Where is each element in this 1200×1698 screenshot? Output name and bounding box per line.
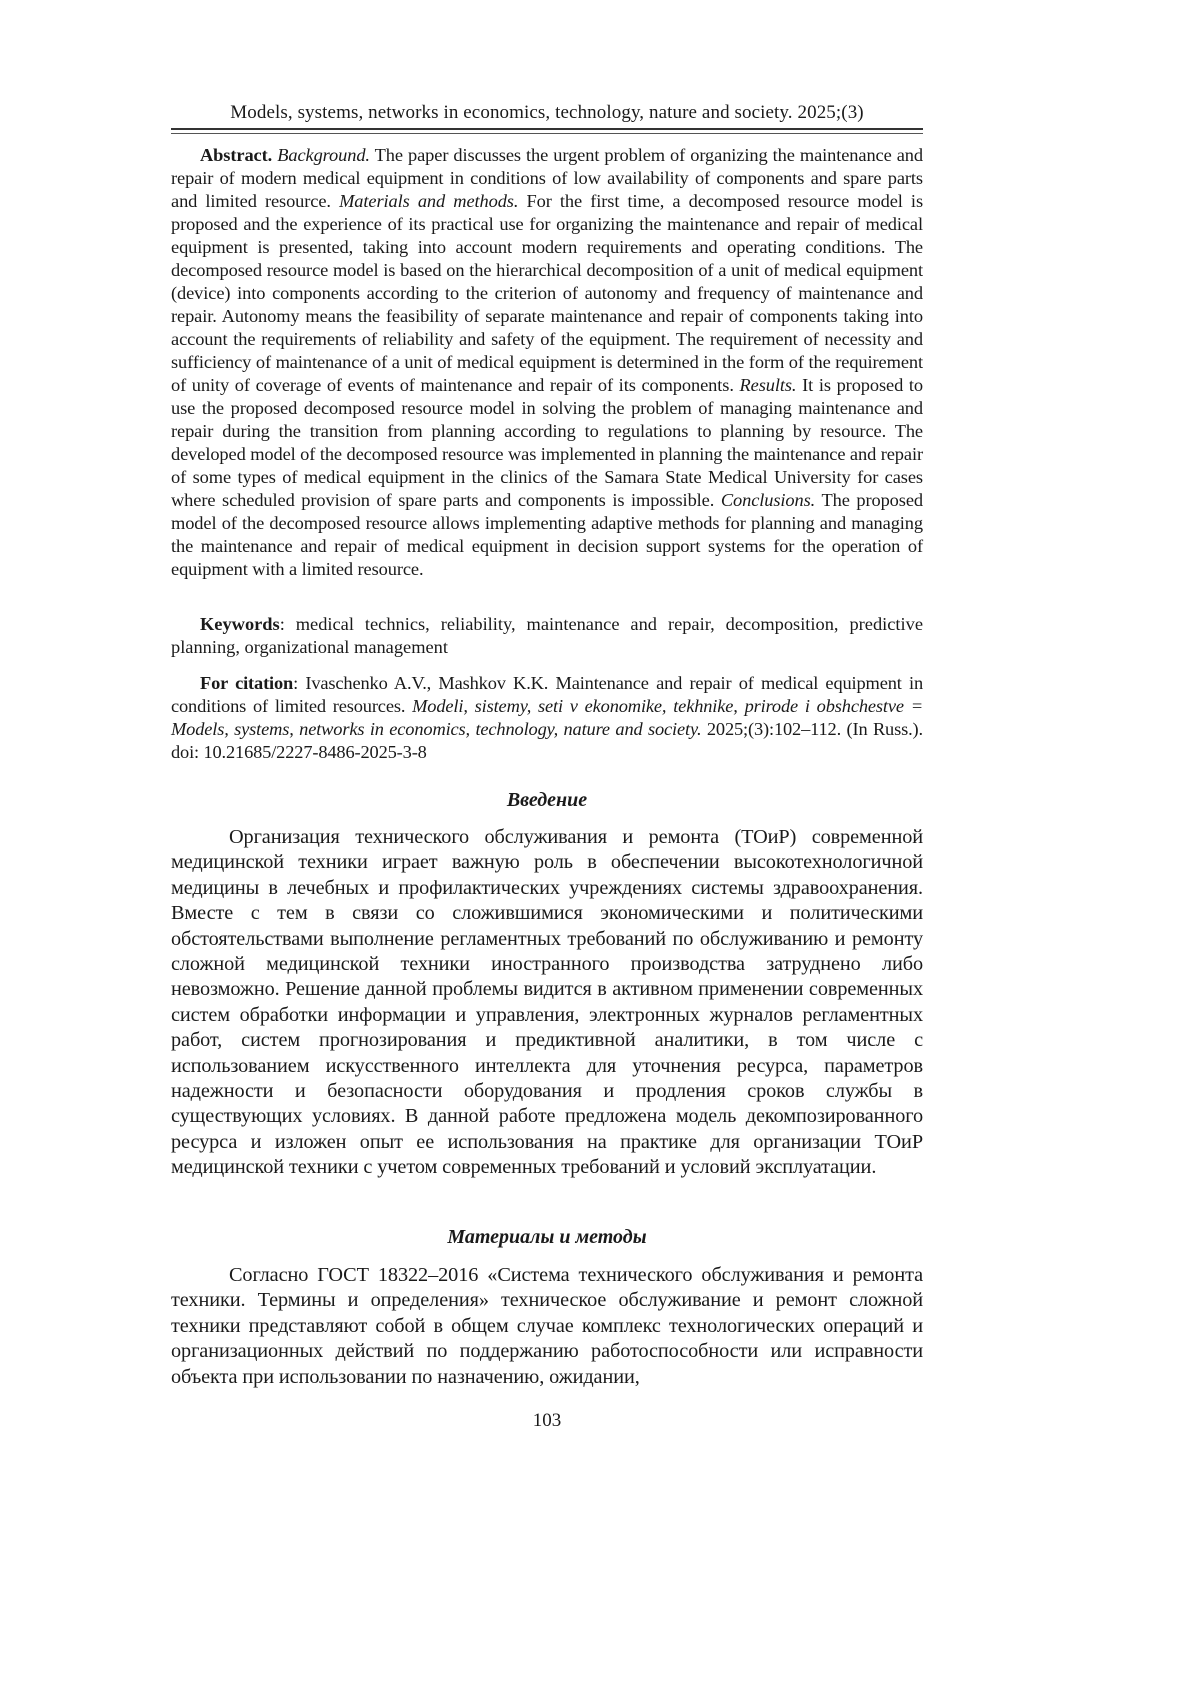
- introduction-heading: Введение: [506, 789, 588, 811]
- abstract-label: Abstract.: [200, 145, 273, 165]
- citation-details: 2025;(3):102–112. (In Russ.). doi: 10.21685/2227-8486-2025-3-8: [171, 719, 923, 762]
- citation-paragraph: [171, 672, 923, 764]
- methods-heading: Материалы и методы: [447, 1226, 647, 1248]
- keywords-label: Keywords: [200, 614, 280, 634]
- abstract-background-text: The paper discusses the urgent problem of organizing the maintenance and repair of modern medical equipment in conditions of low availability of components and spare parts and limited resource.: [171, 145, 924, 211]
- citation-journal: Modeli, sistemy, seti v ekonomike, tekhnike, prirode i obshchestve = Models, systems, networks in economics, technology, nature and society.: [171, 696, 923, 739]
- abstract-methods-text: For the first time, a decomposed resource model is proposed and the experience of its practical use for organizing the maintenance and repair of medical equipment is presented, taking into account modern requirements and operating conditions. The decomposed resource model is based on the hierarchical decomposition of a unit of medical equipment (device) into components according to the criterion of autonomy and frequency of maintenance and repair. Autonomy means the feasibility of separate maintenance and repair of components taking into account the requirements of reliability and safety of the equipment. The requirement of necessity and sufficiency of maintenance of a unit of medical equipment is determined in the form of the requirement of unity of coverage of events of maintenance and repair of its components.: [171, 191, 924, 395]
- abstract-results-label: Results.: [739, 375, 797, 395]
- abstract-background-label: Background.: [277, 145, 370, 165]
- abstract-conclusions-text: The proposed model of the decomposed resource allows implementing adaptive methods for planning and managing the maintenance and repair of medical equipment in decision support systems for the operation of equipment with a limited resource.: [171, 490, 923, 579]
- header-rule-thick: [171, 128, 923, 130]
- citation-label: For citation: [200, 673, 294, 693]
- abstract-methods-label: Materials and methods.: [339, 191, 519, 211]
- keywords-paragraph: [171, 613, 923, 659]
- abstract-paragraph: [171, 144, 923, 581]
- citation-text: : Ivaschenko A.V., Mashkov K.K. Maintenance and repair of medical equipment in conditions of limited resources.: [171, 673, 923, 716]
- abstract-results-text: It is proposed to use the proposed decomposed resource model in solving the problem of managing maintenance and repair during the transition from planning according to regulations to planning by resource. The developed model of the decomposed resource was implemented in planning the maintenance and repair of some types of medical equipment in the clinics of the Samara State Medical University for cases where scheduled provision of spare parts and components is impossible.: [171, 375, 923, 510]
- header-rule-thin: [171, 133, 923, 134]
- abstract-conclusions-label: Conclusions.: [720, 490, 816, 510]
- keywords-text: : medical technics, reliability, maintenance and repair, decomposition, predictive planning, organizational management: [171, 614, 923, 657]
- running-header: Models, systems, networks in economics, technology, nature and society. 2025;(3): [230, 102, 864, 123]
- methods-paragraph: Согласно ГОСТ 18322–2016 «Система технического обслуживания и ремонта техники. Термины и определения» техническое обслуживание и ремонт сложной техники представляют собой в общем случае комплекс технологических операций и организационных действий по поддержанию работоспособности или исправности объекта при использовании по назначению, ожидании,: [171, 1264, 923, 1388]
- page-number: 103: [532, 1410, 562, 1431]
- introduction-paragraph: Организация технического обслуживания и ремонта (ТОиР) современной медицинской техники играет важную роль в обеспечении высокотехнологичной медицины в лечебных и профилактических учреждениях системы здравоохранения. Вместе с тем в связи со сложившимися экономическими и политическими обстоятельствами выполнение регламентных требований по обслуживанию и ремонту сложной медицинской техники иностранного производства затруднено либо невозможно. Решение данной проблемы видится в активном применении современных систем обработки информации и управления, электронных журналов регламентных работ, систем прогнозирования и предиктивной аналитики, в том числе с использованием искусственного интеллекта для уточнения ресурса, параметров надежности и безопасности оборудования и продления сроков службы в существующих условиях. В данной работе предложена модель декомпозированного ресурса и изложен опыт ее использования на практике для организации ТОиР медицинской техники с учетом современных требований и условий эксплуатации.: [171, 826, 923, 1179]
